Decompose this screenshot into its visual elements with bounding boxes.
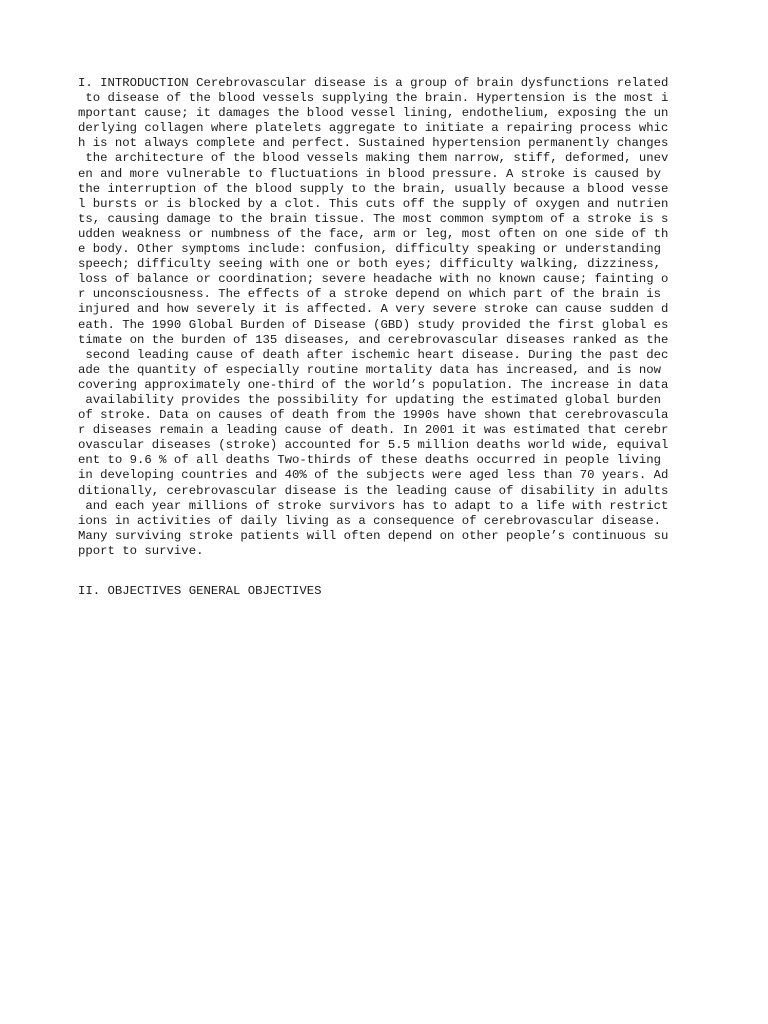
text-line: availability provides the possibility for updating the estimated global burden xyxy=(78,392,661,407)
text-line: ade the quantity of especially routine mortality data has increased, and is now xyxy=(78,362,661,377)
text-line: to disease of the blood vessels supplying the brain. Hypertension is the most i xyxy=(78,91,669,106)
text-line: l bursts or is blocked by a clot. This cuts off the supply of oxygen and nutrien xyxy=(78,196,669,211)
text-line: ditionally, cerebrovascular disease is the leading cause of disability in adults xyxy=(78,483,669,498)
text-line: derlying collagen where platelets aggregate to initiate a repairing process whic xyxy=(78,121,669,136)
text-line: eath. The 1990 Global Burden of Disease (GBD) study provided the first global es xyxy=(78,317,669,332)
text-line: second leading cause of death after ischemic heart disease. During the past dec xyxy=(78,347,669,362)
text-line: r diseases remain a leading cause of death. In 2001 it was estimated that cerebr xyxy=(78,423,669,438)
text-line: of stroke. Data on causes of death from the 1990s have shown that cerebrovascula xyxy=(78,408,669,423)
text-line: ions in activities of daily living as a consequence of cerebrovascular disease. xyxy=(78,513,661,528)
text-line: mportant cause; it damages the blood vessel lining, endothelium, exposing the un xyxy=(78,106,669,121)
text-line: loss of balance or coordination; severe headache with no known cause; fainting o xyxy=(78,272,669,287)
text-line: e body. Other symptoms include: confusion, difficulty speaking or understanding xyxy=(78,242,661,257)
text-line: speech; difficulty seeing with one or both eyes; difficulty walking, dizziness, xyxy=(78,257,661,272)
text-line: en and more vulnerable to fluctuations in blood pressure. A stroke is caused by xyxy=(78,166,661,181)
text-line: I. INTRODUCTION Cerebrovascular disease is a group of brain dysfunctions related xyxy=(78,76,669,90)
text-line: the architecture of the blood vessels making them narrow, stiff, deformed, unev xyxy=(78,151,669,166)
text-line: ts, causing damage to the brain tissue. The most common symptom of a stroke is s xyxy=(78,211,669,226)
text-line: the interruption of the blood supply to the brain, usually because a blood vesse xyxy=(78,181,669,196)
introduction-text xyxy=(78,76,698,559)
text-line: and each year millions of stroke survivors has to adapt to a life with restrict xyxy=(78,498,669,513)
text-line: Many surviving stroke patients will often depend on other people’s continuous su xyxy=(78,528,669,543)
text-line: covering approximately one-third of the world’s population. The increase in data xyxy=(78,377,669,392)
text-line: ent to 9.6 % of all deaths Two-thirds of these deaths occurred in people living xyxy=(78,453,661,468)
text-line: injured and how severely it is affected. A very severe stroke can cause sudden d xyxy=(78,302,669,317)
text-line: ovascular diseases (stroke) accounted for 5.5 million deaths world wide, equival xyxy=(78,438,669,453)
text-line: in developing countries and 40% of the subjects were aged less than 70 years. Ad xyxy=(78,468,669,483)
text-line: r unconsciousness. The effects of a stroke depend on which part of the brain is xyxy=(78,287,661,302)
text-line: pport to survive. xyxy=(78,543,204,558)
text-line: timate on the burden of 135 diseases, and cerebrovascular diseases ranked as the xyxy=(78,332,669,347)
objectives-heading: II. OBJECTIVES GENERAL OBJECTIVES xyxy=(78,584,322,598)
text-line: h is not always complete and perfect. Sustained hypertension permanently changes xyxy=(78,136,669,151)
text-line: udden weakness or numbness of the face, arm or leg, most often on one side of th xyxy=(78,226,669,241)
